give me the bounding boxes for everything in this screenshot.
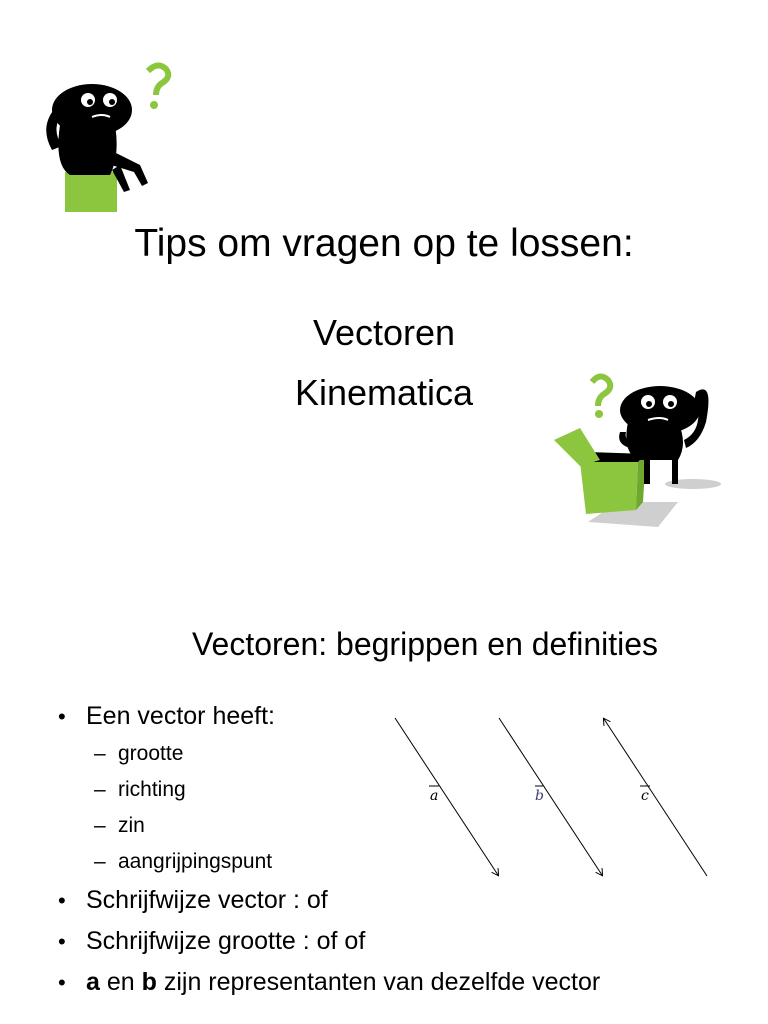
sub-bullet-text: richting [118, 778, 186, 801]
vector-c-arrow [604, 719, 707, 876]
slide-1-title: Tips om vragen op te lossen: [134, 222, 634, 265]
vector-b-label: b [535, 788, 544, 804]
vector-a-arrow [395, 718, 498, 875]
vector-c-label: c [641, 788, 649, 804]
bullet-text: zijn representanten van dezelfde vector [156, 968, 601, 996]
bullet-bold-a: a [86, 968, 100, 996]
bullet-marker: • [58, 704, 66, 729]
bullet-marker: • [58, 970, 66, 995]
bullet-item [58, 927, 365, 956]
slide-2 [0, 590, 768, 1024]
vector-b-arrow [499, 718, 602, 875]
bullet-text: Een vector heeft: [86, 702, 276, 730]
bullet-text: Schrijfwijze grootte : of of [86, 927, 366, 955]
sub-bullet-item: – grootte [94, 742, 184, 765]
sub-bullet-text: aangrijpingspunt [118, 850, 273, 873]
thinking-figure-illustration [30, 55, 180, 220]
box-figure-illustration [548, 362, 728, 532]
bullet-marker: • [58, 929, 66, 954]
bullet-bold-b: b [141, 968, 157, 996]
sub-bullet-text: zin [118, 814, 145, 837]
sub-bullet-item: – richting [94, 778, 186, 801]
subtitle-vectoren: Vectoren [312, 312, 456, 353]
vector-a-label: a [430, 788, 439, 804]
bullet-item [58, 886, 328, 915]
vector-diagram [385, 710, 725, 885]
bullet-marker: • [58, 888, 66, 913]
sub-bullet-text: grootte [118, 742, 184, 765]
bullet-text: Schrijfwijze vector : of [86, 886, 328, 914]
bullet-item [58, 702, 275, 731]
bullet-item: • a en b zijn representanten van dezelfde vector [58, 968, 601, 996]
sub-bullet-item: – aangrijpingspunt [94, 850, 273, 873]
sub-bullet-item: – zin [94, 814, 145, 837]
slide-2-title: Vectoren: begrippen en definities [191, 626, 659, 662]
subtitle-kinematica: Kinematica [294, 372, 474, 413]
